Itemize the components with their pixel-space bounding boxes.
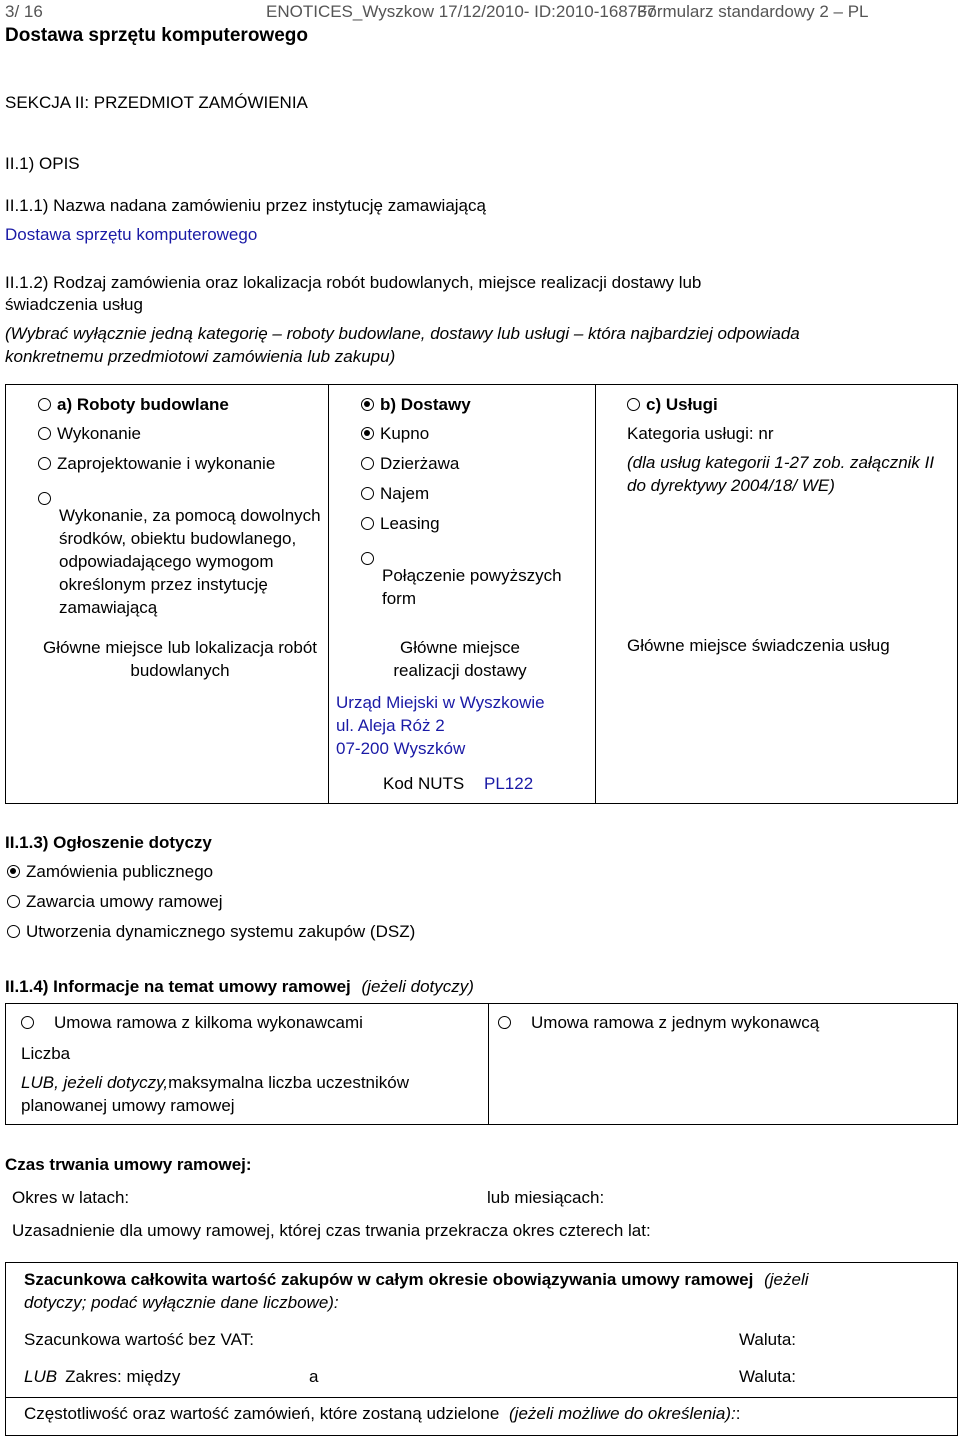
option-framework-agreement[interactable]: Zawarcia umowy ramowej xyxy=(7,892,223,912)
duration-justification-label: Uzasadnienie dla umowy ramowej, której czas trwania przekracza okres czterech lat: xyxy=(12,1221,651,1240)
range-row: LUB Zakres: między xyxy=(24,1367,181,1386)
document-title: Dostawa sprzętu komputerowego xyxy=(5,25,308,46)
radio-checked-icon[interactable] xyxy=(361,427,374,440)
option-lease[interactable]: Dzierżawa xyxy=(361,454,459,474)
form-type: Formularz standardowy 2 – PL xyxy=(637,2,869,21)
services-location-label: Główne miejsce świadczenia usług xyxy=(627,636,890,655)
page-number: 3/ 16 xyxy=(5,2,43,21)
section-ii13-label: II.1.3) Ogłoszenie dotyczy xyxy=(5,833,212,852)
radio-icon[interactable] xyxy=(38,492,51,505)
radio-icon[interactable] xyxy=(38,457,51,470)
table-divider xyxy=(5,1397,958,1398)
nuts-code-label: Kod NUTS xyxy=(383,774,465,793)
option-purchase[interactable]: Kupno xyxy=(361,424,429,444)
radio-icon[interactable] xyxy=(38,398,51,411)
service-category-label: Kategoria usługi: nr xyxy=(627,424,774,443)
service-category-note: (dla usług kategorii 1-27 zob. załącznik II do dyrektywy 2004/18/ WE) xyxy=(627,453,935,495)
option-single-contractor[interactable]: Umowa ramowa z jednym wykonawcą xyxy=(498,1013,819,1033)
table-divider xyxy=(488,1003,489,1125)
section-ii12-note-2: konkretnemu przedmiotowi zamówienia lub zakupu) xyxy=(5,347,396,366)
option-combination[interactable]: Połączenie powyższych form xyxy=(361,544,591,610)
radio-icon[interactable] xyxy=(361,457,374,470)
currency-label-2: Waluta: xyxy=(739,1367,797,1386)
radio-checked-icon[interactable] xyxy=(7,865,20,878)
currency-label-1: Waluta: xyxy=(739,1330,797,1349)
option-rental[interactable]: Najem xyxy=(361,484,429,504)
section-ii12-label-2: świadczenia usług xyxy=(5,295,143,314)
section-ii1: II.1) OPIS xyxy=(5,154,80,173)
category-services[interactable]: c) Usługi xyxy=(627,395,718,415)
section-ii14-label: II.1.4) Informacje na temat umowy ramowej (jeżeli dotyczy) xyxy=(5,977,474,996)
section-ii11-label: II.1.1) Nazwa nadana zamówieniu przez instytucję zamawiającą xyxy=(5,196,486,215)
participants-count-label: Liczba xyxy=(21,1044,71,1063)
delivery-address-3: 07-200 Wyszków xyxy=(336,739,466,758)
radio-icon[interactable] xyxy=(21,1016,34,1029)
option-execution[interactable]: Wykonanie xyxy=(38,424,141,444)
radio-icon[interactable] xyxy=(498,1016,511,1029)
table-divider xyxy=(595,384,596,804)
contract-name: Dostawa sprzętu komputerowego xyxy=(5,225,258,244)
option-public-contract[interactable]: Zamówienia publicznego xyxy=(7,862,213,882)
radio-icon[interactable] xyxy=(361,517,374,530)
radio-icon[interactable] xyxy=(38,427,51,440)
radio-checked-icon[interactable] xyxy=(361,398,374,411)
max-participants-label: LUB, jeżeli dotyczy,maksymalna liczba uczestników planowanej umowy ramowej xyxy=(21,1073,409,1115)
option-leasing[interactable]: Leasing xyxy=(361,514,440,534)
duration-title: Czas trwania umowy ramowej: xyxy=(5,1155,252,1174)
section-ii12-note-1: (Wybrać wyłącznie jedną kategorię – roboty budowlane, dostawy lub usługi – która najbardziej odpowiada xyxy=(5,324,800,343)
radio-icon[interactable] xyxy=(7,925,20,938)
delivery-address-1: Urząd Miejski w Wyszkowie xyxy=(336,693,545,712)
section-title: SEKCJA II: PRZEDMIOT ZAMÓWIENIA xyxy=(5,93,308,112)
option-execution-any-means[interactable]: Wykonanie, za pomocą dowolnych środków, obiektu budowlanego, odpowiadającego wymogom określonym przez instytucję zamawiającą xyxy=(38,484,323,619)
option-dynamic-purchasing[interactable]: Utworzenia dynamicznego systemu zakupów (DSZ) xyxy=(7,922,415,942)
frequency-label: Częstotliwość oraz wartość zamówień, które zostaną udzielone (jeżeli możliwe do określenia):: xyxy=(24,1404,741,1423)
table-divider xyxy=(328,384,329,804)
option-design-execution[interactable]: Zaprojektowanie i wykonanie xyxy=(38,454,275,474)
option-multiple-contractors[interactable]: Umowa ramowa z kilkoma wykonawcami xyxy=(21,1013,363,1033)
net-value-label: Szacunkowa wartość bez VAT: xyxy=(24,1330,254,1349)
duration-months-label: lub miesiącach: xyxy=(487,1188,605,1207)
radio-icon[interactable] xyxy=(7,895,20,908)
delivery-location-label: Główne miejsce realizacji dostawy xyxy=(393,638,527,680)
category-works[interactable]: a) Roboty budowlane xyxy=(38,395,229,415)
estimated-value-title: Szacunkowa całkowita wartość zakupów w całym okresie obowiązywania umowy ramowej (jeżeli xyxy=(24,1270,809,1289)
document-id: ENOTICES_Wyszkow 17/12/2010- ID:2010-168737 xyxy=(266,2,657,21)
section-ii12-label-1: II.1.2) Rodzaj zamówienia oraz lokalizacja robót budowlanych, miejsce realizacji dostawy lub xyxy=(5,273,702,292)
duration-years-label: Okres w latach: xyxy=(12,1188,130,1207)
radio-icon[interactable] xyxy=(361,487,374,500)
delivery-address-2: ul. Aleja Róż 2 xyxy=(336,716,445,735)
radio-icon[interactable] xyxy=(627,398,640,411)
range-and-label: a xyxy=(309,1367,319,1386)
radio-icon[interactable] xyxy=(361,552,374,565)
works-location-label: Główne miejsce lub lokalizacja robót budowlanych xyxy=(42,638,318,680)
estimated-value-note: dotyczy; podać wyłącznie dane liczbowe): xyxy=(24,1293,339,1312)
nuts-code-value: PL122 xyxy=(484,774,534,793)
category-supplies[interactable]: b) Dostawy xyxy=(361,395,471,415)
